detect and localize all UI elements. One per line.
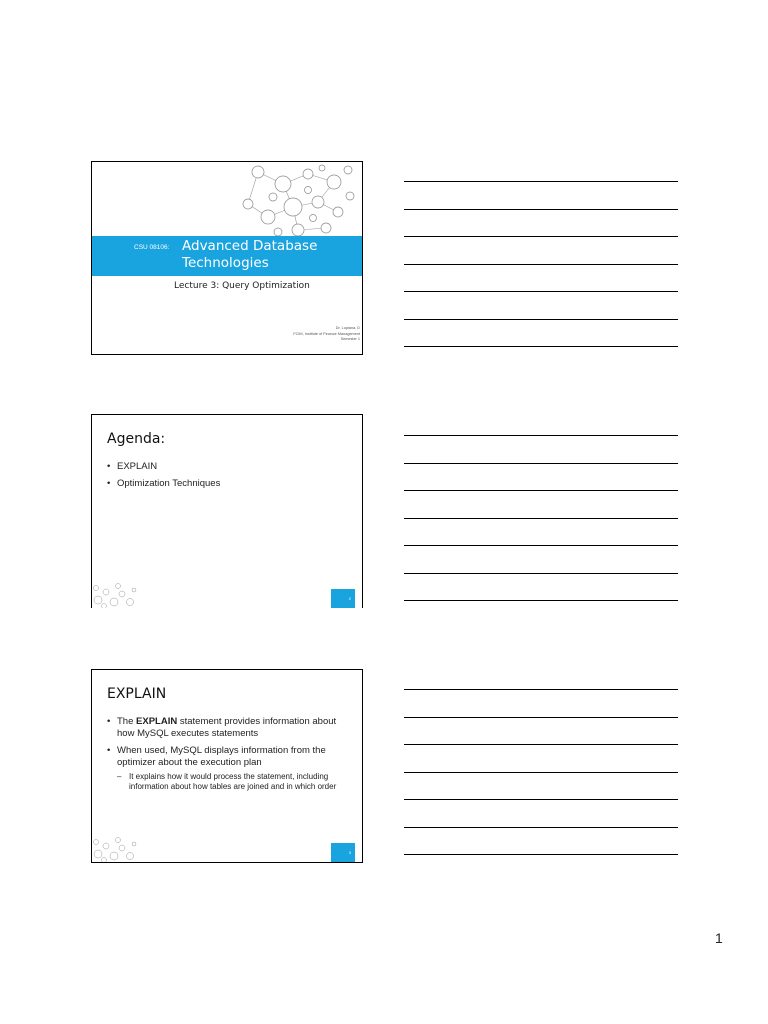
bullet-item: • Optimization Techniques (107, 478, 352, 490)
note-line (404, 600, 678, 601)
author-semester: Semester 1 (340, 337, 360, 341)
author-name: Dr. Lupiana, D (335, 326, 360, 330)
sub-bullet-item: – It explains how it would process the statement, including information about how tables are joined and in which order (107, 772, 352, 792)
note-line (404, 689, 678, 690)
slide-2-thumbnail (91, 414, 363, 608)
slide-3-thumbnail (91, 669, 363, 863)
slide-heading: Agenda: (107, 431, 166, 447)
author-info (293, 326, 360, 343)
note-line (404, 463, 678, 464)
lecture-label: Lecture 3: Query Optimization (174, 281, 310, 291)
note-line (404, 854, 678, 855)
course-title-line-2: Technologies (182, 255, 269, 271)
note-line (404, 209, 678, 210)
bullet-list (107, 461, 352, 495)
note-line (404, 717, 678, 718)
course-code: CSU 08106: (134, 244, 170, 251)
corner-network-graphic (92, 580, 140, 608)
bullet-item: • When used, MySQL displays information from the optimizer about the execution plan (107, 745, 352, 769)
note-line (404, 181, 678, 182)
note-line (404, 319, 678, 320)
bullet-item: • EXPLAIN (107, 461, 352, 473)
network-graphic (238, 162, 356, 240)
bullet-list (107, 716, 352, 792)
note-line (404, 518, 678, 519)
note-line (404, 573, 678, 574)
note-line (404, 827, 678, 828)
note-line (404, 799, 678, 800)
corner-network-graphic (92, 834, 140, 862)
bullet-text: statement provides information about how MySQL executes statements (117, 716, 337, 739)
slide-number-box: 3 (331, 843, 355, 862)
bullet-bold-text: EXPLAIN (136, 716, 178, 727)
note-line (404, 346, 678, 347)
note-line (404, 236, 678, 237)
author-institution: FCIM, Institute of Finance Management (293, 331, 360, 336)
note-line (404, 744, 678, 745)
page-number: 1 (715, 930, 723, 946)
course-title (182, 238, 317, 272)
bullet-item (107, 716, 352, 740)
note-line (404, 490, 678, 491)
slide-number-box: 2 (331, 589, 355, 608)
note-line (404, 435, 678, 436)
note-line (404, 545, 678, 546)
slide-1-thumbnail (91, 161, 363, 355)
note-line (404, 772, 678, 773)
note-line (404, 291, 678, 292)
note-line (404, 264, 678, 265)
course-title-line-1: Advanced Database (182, 238, 318, 254)
bullet-text: The (117, 716, 137, 727)
slide-heading: EXPLAIN (107, 686, 167, 702)
